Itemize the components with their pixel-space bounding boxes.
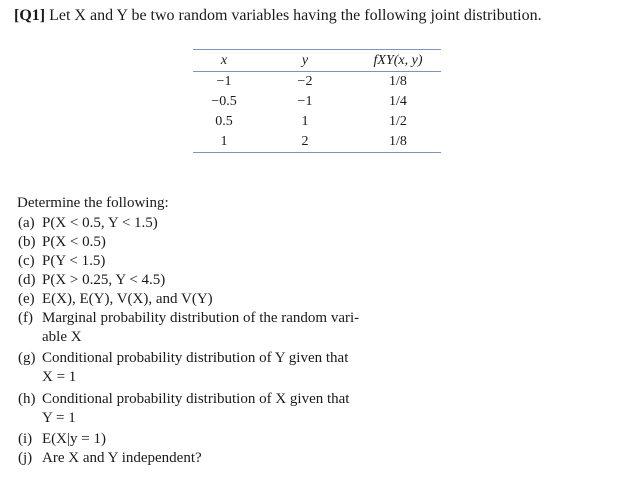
item-text: P(Y < 1.5) bbox=[42, 253, 106, 269]
cell-y: 2 bbox=[301, 134, 309, 149]
item-label: (e) bbox=[18, 291, 35, 307]
item-label: (f) bbox=[18, 310, 33, 326]
item-text bbox=[42, 309, 418, 347]
item-text-line: Conditional probability distribution of Y given that bbox=[42, 350, 349, 366]
table-row bbox=[193, 92, 441, 112]
cell-fxy: 1/2 bbox=[389, 114, 407, 129]
item-text bbox=[42, 390, 418, 428]
list-item bbox=[18, 449, 418, 468]
item-label: (c) bbox=[18, 253, 35, 269]
item-label: (a) bbox=[18, 215, 35, 231]
question-statement bbox=[14, 7, 542, 25]
item-text: E(X|y = 1) bbox=[42, 431, 106, 447]
question-text: Let X and Y be two random variables having the following joint distribution. bbox=[49, 7, 542, 24]
cell-fxy: 1/8 bbox=[389, 134, 407, 149]
item-text-line: Y = 1 bbox=[42, 410, 76, 426]
table-row bbox=[193, 112, 441, 132]
cell-fxy: 1/8 bbox=[389, 74, 407, 89]
item-label: (g) bbox=[18, 350, 36, 366]
joint-distribution-table-wrap bbox=[193, 49, 441, 153]
cell-x: 0.5 bbox=[215, 114, 233, 129]
list-item bbox=[18, 349, 418, 387]
item-label: (b) bbox=[18, 234, 36, 250]
cell-y: −2 bbox=[297, 74, 313, 89]
item-label: (i) bbox=[18, 431, 33, 447]
joint-distribution-table bbox=[193, 49, 441, 153]
list-item bbox=[18, 430, 418, 449]
question-items-list bbox=[18, 214, 418, 468]
determine-heading: Determine the following: bbox=[17, 195, 169, 211]
cell-x: −0.5 bbox=[211, 94, 237, 109]
item-text: Are X and Y independent? bbox=[42, 450, 202, 466]
cell-y: 1 bbox=[301, 114, 309, 129]
item-text-line: Conditional probability distribution of X given that bbox=[42, 391, 350, 407]
header-x: x bbox=[220, 52, 228, 68]
list-item bbox=[18, 290, 418, 309]
table-header-row bbox=[193, 50, 441, 72]
item-label: (d) bbox=[18, 272, 36, 288]
item-label: (j) bbox=[18, 450, 33, 466]
cell-fxy: 1/4 bbox=[389, 94, 407, 109]
item-text-line: X = 1 bbox=[42, 369, 77, 385]
item-text: P(X > 0.25, Y < 4.5) bbox=[42, 272, 166, 288]
cell-y: −1 bbox=[297, 94, 313, 109]
header-fxy: fXY(x, y) bbox=[373, 52, 423, 68]
item-text bbox=[42, 349, 418, 387]
cell-x: −1 bbox=[216, 74, 232, 89]
cell-x: 1 bbox=[220, 134, 228, 149]
item-text-line: Marginal probability distribution of the random vari- bbox=[42, 310, 360, 326]
item-text: P(X < 0.5, Y < 1.5) bbox=[42, 215, 158, 231]
list-item bbox=[18, 252, 418, 271]
table-row bbox=[193, 72, 441, 93]
item-text: E(X), E(Y), V(X), and V(Y) bbox=[42, 291, 213, 307]
list-item bbox=[18, 233, 418, 252]
item-label: (h) bbox=[18, 391, 36, 407]
list-item bbox=[18, 271, 418, 290]
item-text-line: able X bbox=[42, 329, 82, 345]
list-item bbox=[18, 390, 418, 428]
list-item bbox=[18, 309, 418, 347]
table-row bbox=[193, 132, 441, 153]
item-text: P(X < 0.5) bbox=[42, 234, 106, 250]
question-tag: [Q1] bbox=[14, 7, 46, 24]
list-item bbox=[18, 214, 418, 233]
header-y: y bbox=[301, 52, 309, 68]
